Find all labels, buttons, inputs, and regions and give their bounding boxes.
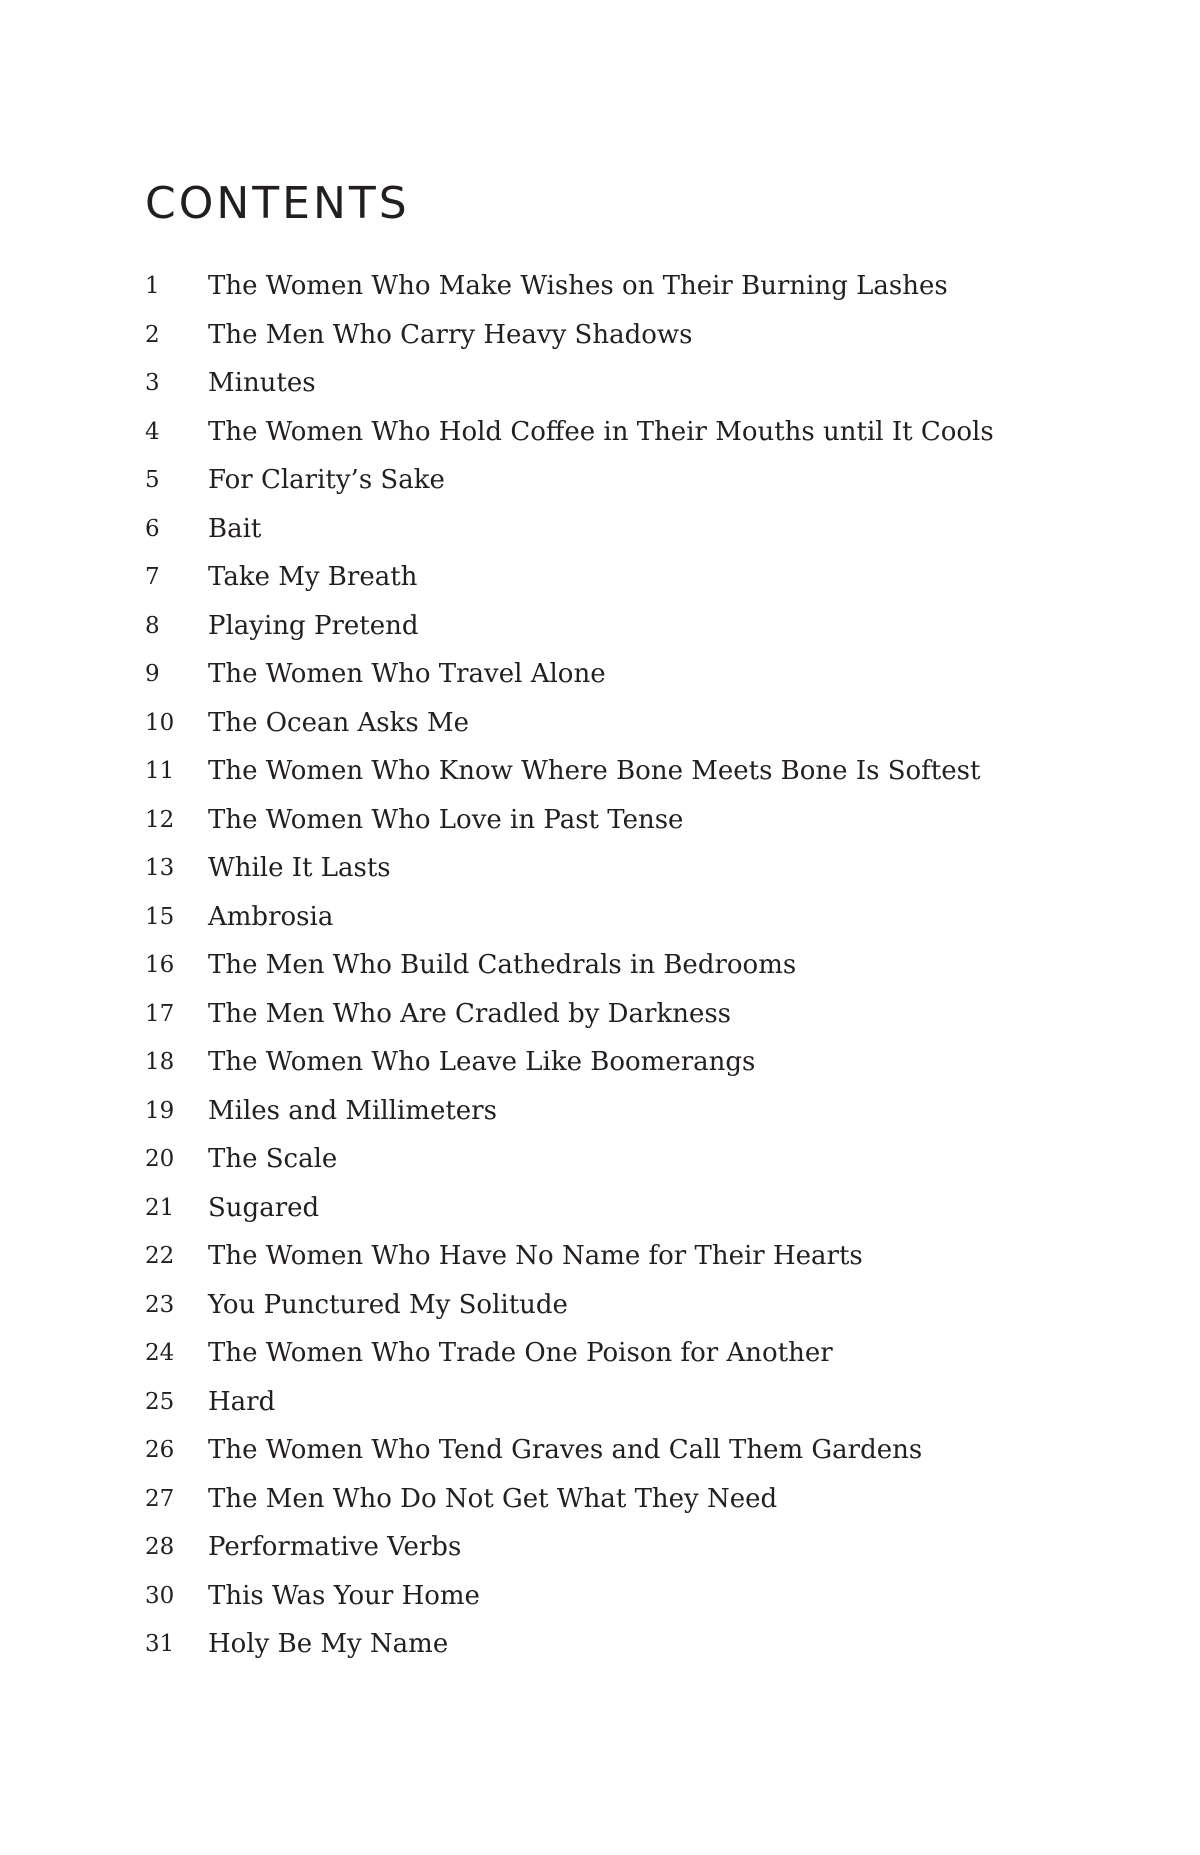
toc-entry-title: The Men Who Build Cathedrals in Bedrooms xyxy=(208,950,797,980)
toc-entry xyxy=(0,456,1200,505)
toc-entry-title: The Women Who Have No Name for Their Hearts xyxy=(208,1241,863,1271)
toc-entry-title: The Men Who Carry Heavy Shadows xyxy=(208,319,693,350)
toc-entry xyxy=(0,1523,1200,1572)
toc-entry-page-number: 3 xyxy=(145,370,160,396)
contents-heading: CONTENTS xyxy=(145,178,410,229)
toc-entry-page-number: 9 xyxy=(145,661,160,687)
toc-entry-page-number: 17 xyxy=(145,1000,175,1027)
toc-entry-page-number: 8 xyxy=(145,612,160,639)
toc-entry-title: Bait xyxy=(208,513,262,544)
toc-entry-page-number: 13 xyxy=(145,855,175,881)
toc-entry-title: Performative Verbs xyxy=(208,1532,462,1562)
toc-entry-title: The Women Who Trade One Poison for Another xyxy=(208,1338,833,1368)
toc-entry-page-number: 1 xyxy=(145,273,160,299)
toc-entry-title: The Women Who Travel Alone xyxy=(208,659,606,689)
toc-entry xyxy=(0,1281,1200,1330)
toc-entry-page-number: 11 xyxy=(145,758,175,784)
toc-entry-page-number: 12 xyxy=(145,806,175,833)
toc-entry-page-number: 2 xyxy=(145,321,160,348)
toc-entry-title: Sugared xyxy=(208,1192,320,1223)
toc-entry-page-number: 24 xyxy=(145,1340,175,1366)
toc-entry xyxy=(0,941,1200,990)
toc-entry xyxy=(0,699,1200,748)
toc-entry-title: Holy Be My Name xyxy=(208,1629,449,1659)
toc-entry-page-number: 15 xyxy=(145,903,175,930)
toc-entry-page-number: 10 xyxy=(145,709,175,736)
toc-entry-title: The Women Who Leave Like Boomerangs xyxy=(208,1047,756,1077)
toc-entry-page-number: 28 xyxy=(145,1534,175,1560)
toc-entry xyxy=(0,747,1200,796)
toc-entry-page-number: 5 xyxy=(145,467,160,493)
toc-entry xyxy=(0,311,1200,360)
toc-entry-page-number: 22 xyxy=(145,1243,175,1269)
toc-entry-title: The Men Who Are Cradled by Darkness xyxy=(208,998,732,1029)
toc-entry-page-number: 7 xyxy=(145,564,160,590)
toc-entry-page-number: 25 xyxy=(145,1388,175,1415)
toc-entry-title: Miles and Millimeters xyxy=(208,1095,497,1126)
toc-entry-page-number: 31 xyxy=(145,1631,175,1657)
toc-entry xyxy=(0,844,1200,893)
toc-entry-page-number: 6 xyxy=(145,515,160,542)
toc-entry-title: The Ocean Asks Me xyxy=(208,707,470,738)
toc-entry xyxy=(0,1378,1200,1427)
toc-entry xyxy=(0,796,1200,845)
toc-entry xyxy=(0,1329,1200,1378)
toc-entry xyxy=(0,602,1200,651)
toc-entry xyxy=(0,1572,1200,1621)
toc-entry-title: Take My Breath xyxy=(208,562,418,592)
toc-entry-page-number: 21 xyxy=(145,1194,175,1221)
toc-entry-title: You Punctured My Solitude xyxy=(208,1289,568,1320)
toc-entry-title: Minutes xyxy=(208,368,316,398)
toc-entry-title: The Women Who Hold Coffee in Their Mouths until It Cools xyxy=(208,416,994,447)
toc-entry-page-number: 20 xyxy=(145,1146,175,1172)
toc-entry-title: The Women Who Know Where Bone Meets Bone Is Softest xyxy=(208,756,981,786)
toc-entry xyxy=(0,1087,1200,1136)
toc-entry-title: Ambrosia xyxy=(208,901,334,932)
toc-entry-title: This Was Your Home xyxy=(208,1580,480,1611)
toc-entry-title: Playing Pretend xyxy=(208,610,419,641)
toc-entry-title: While It Lasts xyxy=(208,853,391,883)
toc-entry-page-number: 27 xyxy=(145,1485,175,1512)
toc-entry xyxy=(0,1038,1200,1087)
toc-entry-page-number: 23 xyxy=(145,1291,175,1318)
toc-entry xyxy=(0,408,1200,457)
toc-entry-title: The Scale xyxy=(208,1144,338,1174)
toc-entry-title: The Women Who Love in Past Tense xyxy=(208,804,684,835)
toc-entry xyxy=(0,650,1200,699)
toc-entry-title: The Women Who Tend Graves and Call Them Gardens xyxy=(208,1435,923,1465)
toc-entry-title: For Clarity’s Sake xyxy=(208,465,445,495)
toc-entry xyxy=(0,990,1200,1039)
toc-entry xyxy=(0,1232,1200,1281)
toc-entry xyxy=(0,505,1200,554)
toc-entry xyxy=(0,893,1200,942)
table-of-contents xyxy=(0,262,1200,1669)
toc-entry xyxy=(0,1426,1200,1475)
toc-entry xyxy=(0,359,1200,408)
toc-entry-page-number: 18 xyxy=(145,1049,175,1075)
toc-entry xyxy=(0,553,1200,602)
toc-entry-page-number: 4 xyxy=(145,418,160,445)
toc-entry-title: The Men Who Do Not Get What They Need xyxy=(208,1483,778,1514)
toc-entry-page-number: 19 xyxy=(145,1097,175,1124)
toc-entry xyxy=(0,1184,1200,1233)
toc-entry xyxy=(0,1620,1200,1669)
toc-entry-page-number: 30 xyxy=(145,1582,175,1609)
toc-entry-page-number: 26 xyxy=(145,1437,175,1463)
toc-entry xyxy=(0,1135,1200,1184)
toc-entry xyxy=(0,1475,1200,1524)
toc-entry-page-number: 16 xyxy=(145,952,175,978)
toc-entry xyxy=(0,262,1200,311)
toc-entry-title: The Women Who Make Wishes on Their Burning Lashes xyxy=(208,271,948,301)
toc-entry-title: Hard xyxy=(208,1386,276,1417)
